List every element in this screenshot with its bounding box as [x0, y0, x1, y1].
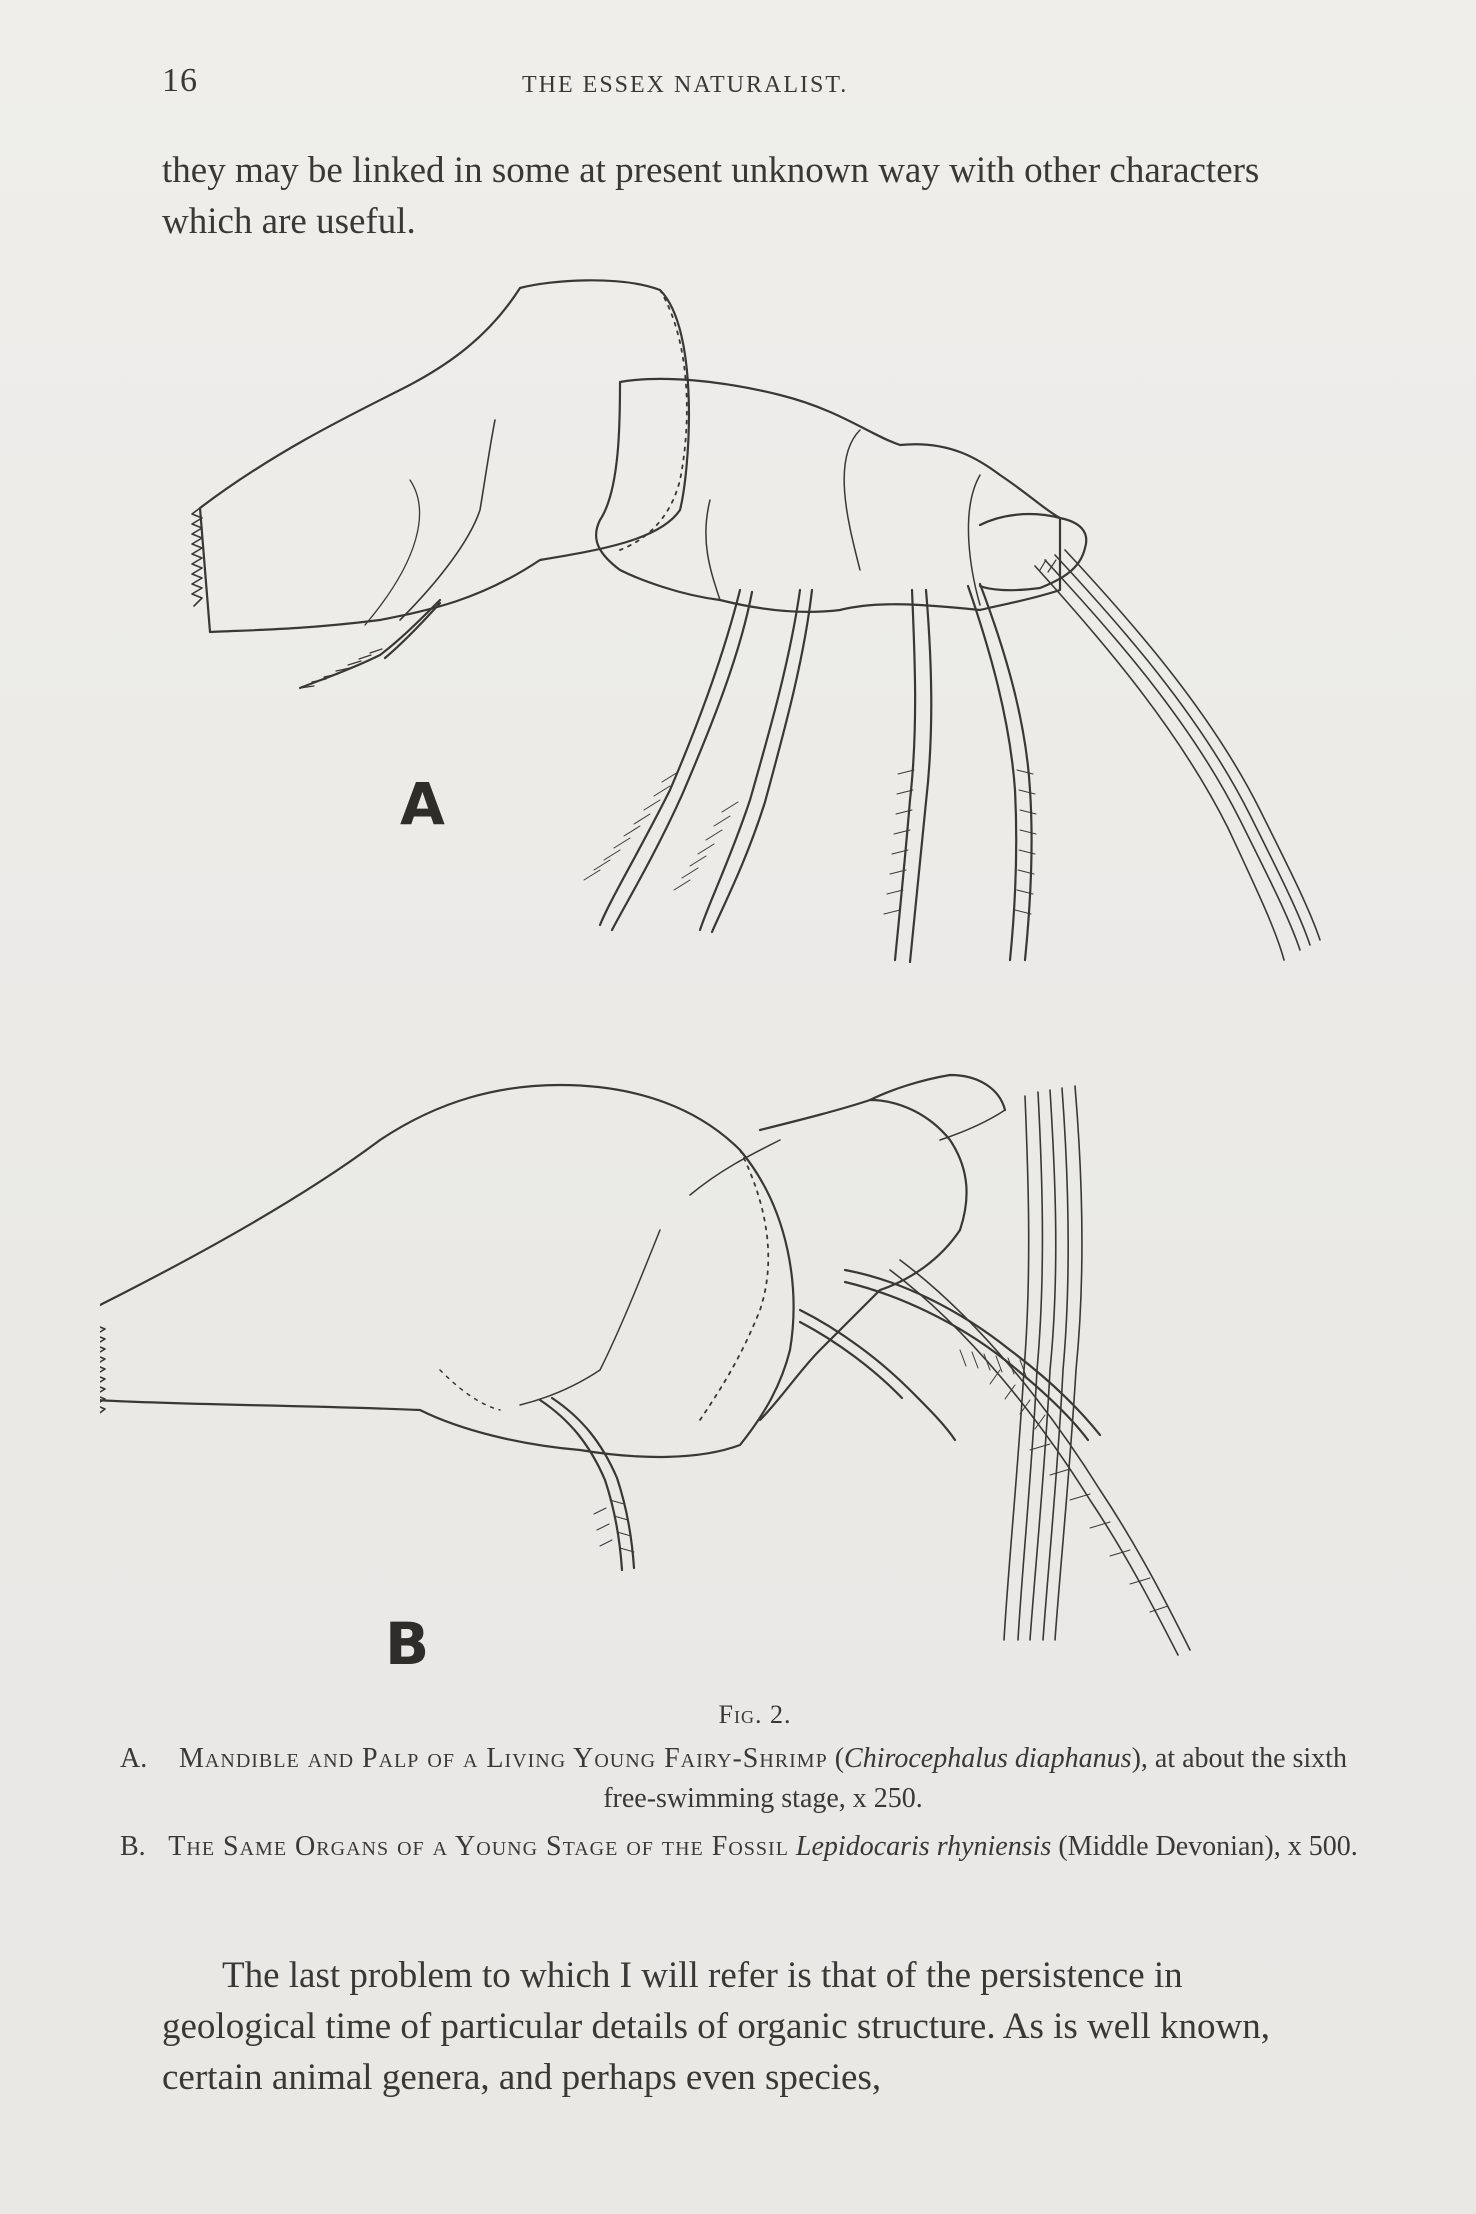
caption-b-rest: (Middle Devonian), x 500. — [1058, 1831, 1358, 1862]
figure-2 — [100, 270, 1400, 1678]
figure-label-b: B — [385, 1610, 430, 1678]
caption-key-a: A. — [120, 1743, 148, 1774]
caption-b-title: The Same Organs of a Young Stage of the Fossil — [168, 1831, 789, 1862]
caption-a-species: diaphanus — [1014, 1743, 1132, 1774]
caption-body-b — [166, 1827, 1360, 1867]
caption-b-species: rhyniensis — [936, 1831, 1052, 1862]
page-number: 16 — [162, 62, 198, 99]
figure-b-drawing — [100, 1075, 1190, 1655]
caption-item-b — [120, 1827, 1360, 1867]
caption-a-title: Mandible and Palp of a Living Young Fairy-Shrimp — [179, 1743, 828, 1774]
figure-label-a: A — [400, 770, 445, 838]
figure-a-drawing — [192, 280, 1320, 962]
figure-number: Fig. 2. — [718, 1700, 792, 1729]
running-title: THE ESSEX NATURALIST. — [522, 72, 849, 98]
body-paragraph-text: The last problem to which I will refer is that of the persistence in geological time of particular details of organic structure. As is well known, certain animal genera, and perhaps even species, — [162, 1955, 1270, 2098]
caption-body-a — [166, 1739, 1360, 1819]
caption-a-rest: ), at about the sixth free-swimming stage, x 250. — [603, 1743, 1347, 1814]
figure-drawing — [100, 270, 1400, 1670]
caption-b-genus: Lepidocaris — [795, 1831, 930, 1862]
caption-a-open-paren: ( — [834, 1743, 845, 1774]
caption-item-a — [120, 1739, 1360, 1819]
caption-a-genus: Chirocephalus — [844, 1743, 1008, 1774]
figure-caption — [120, 1695, 1360, 1875]
intro-paragraph: they may be linked in some at present unknown way with other characters which are useful. — [162, 150, 1260, 242]
caption-key-b: B. — [120, 1831, 146, 1862]
running-head — [162, 62, 1312, 110]
body-paragraph — [162, 1950, 1322, 2103]
